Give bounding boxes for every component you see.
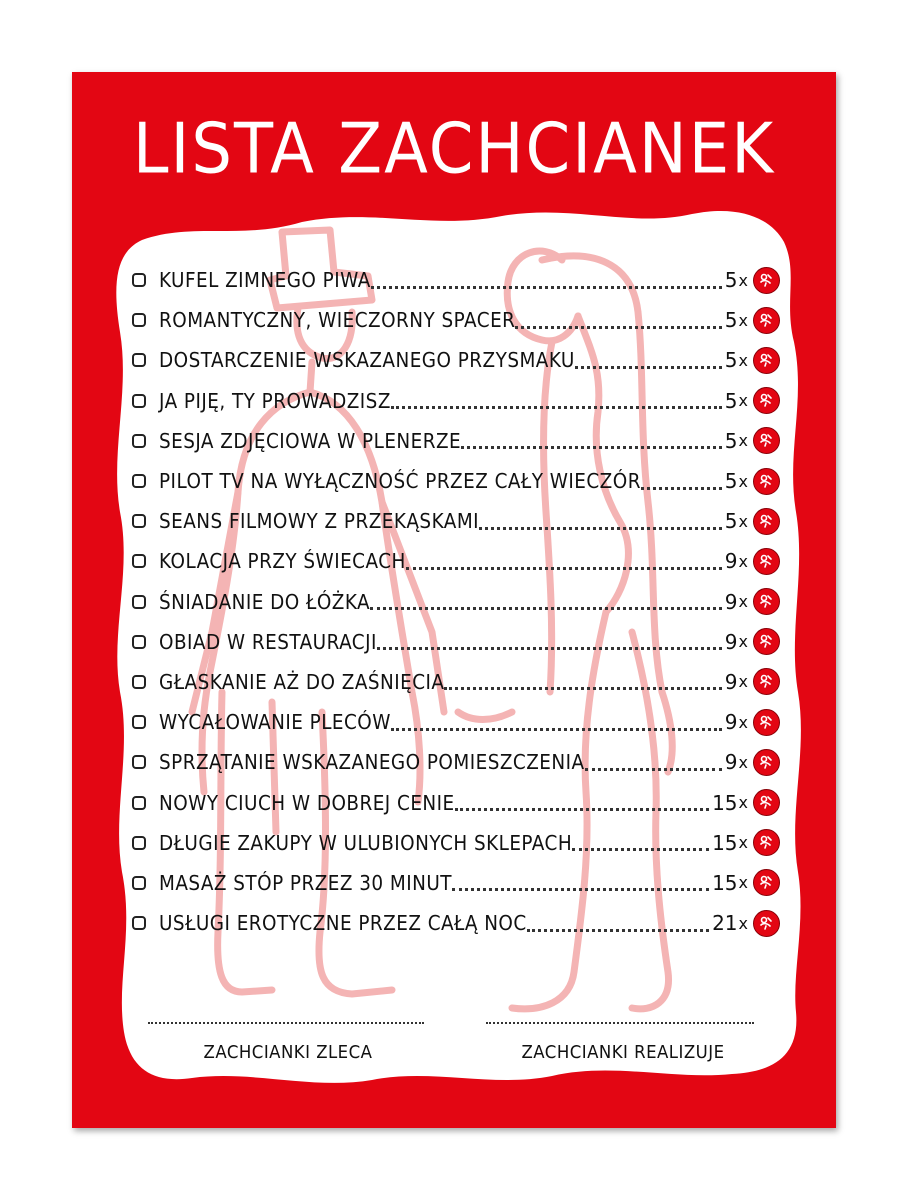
item-label: SESJA ZDJĘCIOWA W PLENERZE (159, 428, 462, 453)
item-label: ŚNIADANIE DO ŁÓŻKA (159, 589, 371, 614)
signature-label-right: ZACHCIANKI REALIZUJE (521, 1042, 725, 1063)
item-count: 5 (724, 308, 738, 333)
list-item (132, 541, 780, 581)
item-label: MASAŻ STÓP PRZEZ 30 MINUT (159, 870, 452, 895)
list-item (132, 300, 780, 340)
checkbox-icon[interactable] (132, 514, 146, 528)
item-count-suffix: x (738, 672, 748, 692)
dot-leader (461, 432, 722, 449)
checkbox-icon[interactable] (132, 474, 146, 488)
page-title: LISTA ZACHCIANEK (132, 110, 776, 190)
red-coin-stamp-icon (753, 347, 780, 374)
list-item (132, 381, 780, 421)
red-coin-stamp-icon (753, 427, 780, 454)
red-coin-stamp-icon (753, 789, 780, 816)
dot-leader (391, 392, 722, 409)
item-count: 5 (724, 388, 738, 413)
dot-leader (455, 794, 709, 811)
item-count: 9 (724, 669, 738, 694)
checkbox-icon[interactable] (132, 755, 146, 769)
list-item (132, 340, 780, 380)
wish-list (132, 260, 780, 943)
item-count: 9 (724, 549, 738, 574)
list-item (132, 702, 780, 742)
red-coin-stamp-icon (753, 869, 780, 896)
item-label: WYCAŁOWANIE PLECÓW (159, 710, 391, 735)
checkbox-icon[interactable] (132, 353, 146, 367)
dot-leader (452, 874, 709, 891)
dot-leader (370, 593, 722, 610)
item-count-suffix: x (738, 511, 748, 531)
item-count-suffix: x (738, 391, 748, 411)
dot-leader (585, 754, 722, 771)
checkbox-icon[interactable] (132, 916, 146, 930)
signature-label-left: ZACHCIANKI ZLECA (203, 1042, 373, 1063)
red-coin-stamp-icon (753, 387, 780, 414)
checkbox-icon[interactable] (132, 313, 146, 327)
item-label: SPRZĄTANIE WSKAZANEGO POMIESZCZENIA (159, 750, 585, 775)
item-label: ROMANTYCZNY, WIECZORNY SPACER (159, 308, 516, 333)
item-count-suffix: x (738, 793, 748, 813)
list-item (132, 461, 780, 501)
item-count: 9 (724, 750, 738, 775)
item-label: PILOT TV NA WYŁĄCZNOŚĆ PRZEZ CAŁY WIECZÓR (159, 469, 641, 494)
list-item (132, 421, 780, 461)
list-item (132, 501, 780, 541)
red-coin-stamp-icon (753, 548, 780, 575)
red-coin-stamp-icon (753, 749, 780, 776)
item-count-suffix: x (738, 752, 748, 772)
dot-leader (371, 272, 722, 289)
checkbox-icon[interactable] (132, 836, 146, 850)
dot-leader (641, 473, 722, 490)
checkbox-icon[interactable] (132, 796, 146, 810)
item-count-suffix: x (738, 873, 748, 893)
item-count-suffix: x (738, 592, 748, 612)
red-coin-stamp-icon (753, 588, 780, 615)
item-label: USŁUGI EROTYCZNE PRZEZ CAŁĄ NOC (159, 911, 527, 936)
item-label: GŁASKANIE AŻ DO ZAŚNIĘCIA (159, 669, 445, 694)
checkbox-icon[interactable] (132, 434, 146, 448)
red-coin-stamp-icon (753, 709, 780, 736)
list-item (132, 582, 780, 622)
item-count: 21 (712, 911, 738, 936)
wish-list-card (72, 72, 836, 1128)
checkbox-icon[interactable] (132, 876, 146, 890)
checkbox-icon[interactable] (132, 635, 146, 649)
item-count-suffix: x (738, 913, 748, 933)
list-item (132, 903, 780, 943)
dot-leader (527, 915, 709, 932)
list-item (132, 662, 780, 702)
checkbox-icon[interactable] (132, 595, 146, 609)
dot-leader (406, 553, 722, 570)
item-label: JA PIJĘ, TY PROWADZISZ (159, 388, 391, 413)
item-label: KUFEL ZIMNEGO PIWA (159, 268, 371, 293)
item-count-suffix: x (738, 270, 748, 290)
item-label: OBIAD W RESTAURACJI (159, 629, 377, 654)
signature-line-left[interactable] (148, 1020, 424, 1024)
item-count-suffix: x (738, 551, 748, 571)
item-count: 5 (724, 469, 738, 494)
dot-leader (391, 714, 722, 731)
checkbox-icon[interactable] (132, 675, 146, 689)
red-coin-stamp-icon (753, 668, 780, 695)
item-label: KOLACJA PRZY ŚWIECACH (159, 549, 406, 574)
red-coin-stamp-icon (753, 508, 780, 535)
item-count-suffix: x (738, 632, 748, 652)
item-count-suffix: x (738, 431, 748, 451)
checkbox-icon[interactable] (132, 715, 146, 729)
dot-leader (572, 834, 709, 851)
dot-leader (515, 312, 721, 329)
dot-leader (479, 513, 722, 530)
item-count: 9 (724, 710, 738, 735)
item-count: 9 (724, 629, 738, 654)
red-coin-stamp-icon (753, 468, 780, 495)
list-item (132, 823, 780, 863)
item-label: DŁUGIE ZAKUPY W ULUBIONYCH SKLEPACH (159, 830, 573, 855)
item-count: 15 (712, 790, 738, 815)
list-item (132, 782, 780, 822)
dot-leader (575, 352, 722, 369)
list-item (132, 742, 780, 782)
item-count: 15 (712, 830, 738, 855)
checkbox-icon[interactable] (132, 273, 146, 287)
dot-leader (377, 633, 722, 650)
item-label: SEANS FILMOWY Z PRZEKĄSKAMI (159, 509, 480, 534)
item-count-suffix: x (738, 471, 748, 491)
item-count-suffix: x (738, 310, 748, 330)
item-count-suffix: x (738, 712, 748, 732)
item-count: 5 (724, 509, 738, 534)
red-coin-stamp-icon (753, 307, 780, 334)
item-count: 9 (724, 589, 738, 614)
red-coin-stamp-icon (753, 910, 780, 937)
list-item (132, 260, 780, 300)
item-count: 5 (724, 268, 738, 293)
item-label: DOSTARCZENIE WSKAZANEGO PRZYSMAKU (159, 348, 575, 373)
list-item (132, 622, 780, 662)
item-count: 5 (724, 428, 738, 453)
dot-leader (444, 673, 721, 690)
red-coin-stamp-icon (753, 829, 780, 856)
list-item (132, 863, 780, 903)
item-count: 15 (712, 870, 738, 895)
item-count-suffix: x (738, 833, 748, 853)
red-coin-stamp-icon (753, 267, 780, 294)
checkbox-icon[interactable] (132, 394, 146, 408)
checkbox-icon[interactable] (132, 554, 146, 568)
item-label: NOWY CIUCH W DOBREJ CENIE (159, 790, 455, 815)
red-coin-stamp-icon (753, 628, 780, 655)
item-count-suffix: x (738, 350, 748, 370)
signature-line-right[interactable] (486, 1020, 754, 1024)
item-count: 5 (724, 348, 738, 373)
